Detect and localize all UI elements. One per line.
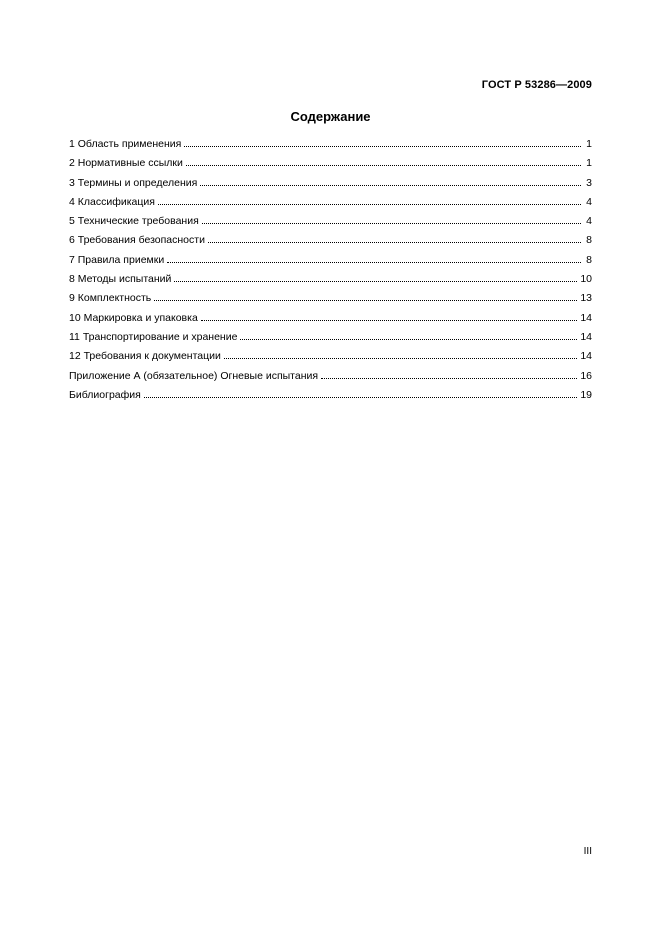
- toc-entry-text: Библиография: [69, 388, 141, 401]
- toc-entry-page: 4: [586, 195, 592, 208]
- toc-entry[interactable]: [69, 254, 592, 273]
- toc-dot-leader: [208, 241, 581, 243]
- toc-entry-page: 4: [586, 215, 592, 228]
- page-number: III: [583, 846, 592, 857]
- toc-entry[interactable]: [69, 331, 592, 350]
- toc-entry-page: 14: [580, 311, 592, 324]
- toc-entry-page: 14: [580, 330, 592, 343]
- toc-entry-text: 10 Маркировка и упаковка: [69, 311, 198, 324]
- toc-entry-page: 16: [580, 369, 592, 382]
- toc-entry-text: 1 Область применения: [69, 138, 182, 150]
- toc-dot-leader: [158, 203, 581, 205]
- toc-dot-leader: [201, 319, 578, 321]
- toc-dot-leader: [200, 184, 581, 186]
- toc-entry-page: 1: [586, 157, 592, 170]
- toc-entry[interactable]: [69, 234, 592, 253]
- toc-entry-page: 10: [580, 273, 592, 286]
- toc-entry[interactable]: [69, 370, 592, 389]
- toc-dot-leader: [154, 299, 577, 301]
- toc-entry[interactable]: [69, 389, 592, 408]
- toc-entry[interactable]: [69, 196, 592, 215]
- toc-entry-text: 3 Термины и определения: [69, 176, 198, 189]
- toc-entry-text: 12 Требования к документации: [69, 350, 221, 363]
- toc-entry-page: 13: [580, 292, 592, 305]
- toc-dot-leader: [321, 377, 577, 379]
- toc-entry-text: 9 Комплектность: [69, 292, 152, 305]
- toc-dot-leader: [202, 222, 581, 224]
- toc-entry-text: 4 Классификация: [69, 195, 155, 208]
- toc-title: Содержание: [290, 109, 371, 124]
- table-of-contents: [69, 138, 592, 408]
- toc-entry-text: 8 Методы испытаний: [69, 273, 172, 286]
- toc-dot-leader: [240, 338, 577, 340]
- toc-entry-page: 8: [586, 253, 592, 266]
- toc-entry-text: 6 Требования безопасности: [69, 234, 205, 247]
- toc-dot-leader: [224, 357, 577, 359]
- toc-entry-page: 19: [580, 388, 592, 401]
- toc-entry-text: 11 Транспортирование и хранение: [69, 330, 238, 343]
- toc-entry[interactable]: [69, 350, 592, 369]
- toc-entry[interactable]: [69, 215, 592, 234]
- toc-entry[interactable]: [69, 292, 592, 311]
- toc-entry-page: 8: [586, 234, 592, 247]
- toc-entry[interactable]: [69, 177, 592, 196]
- toc-entry-page: 3: [586, 176, 592, 189]
- toc-entry[interactable]: [69, 157, 592, 176]
- toc-dot-leader: [167, 261, 581, 263]
- toc-entry-page: 14: [580, 350, 592, 363]
- toc-entry-text: 2 Нормативные ссылки: [69, 157, 183, 170]
- toc-entry-text: 5 Технические требования: [69, 215, 199, 228]
- toc-dot-leader: [144, 396, 577, 398]
- toc-entry[interactable]: [69, 273, 592, 292]
- toc-entry-text: Приложение А (обязательное) Огневые испытания: [69, 369, 319, 382]
- toc-dot-leader: [186, 164, 581, 166]
- toc-entry-page: 1: [586, 138, 592, 150]
- document-code: ГОСТ Р 53286—2009: [481, 79, 592, 91]
- toc-entry-text: 7 Правила приемки: [69, 253, 165, 266]
- toc-dot-leader: [184, 145, 581, 147]
- toc-entry[interactable]: [69, 138, 592, 157]
- toc-entry[interactable]: [69, 312, 592, 331]
- toc-dot-leader: [174, 280, 577, 282]
